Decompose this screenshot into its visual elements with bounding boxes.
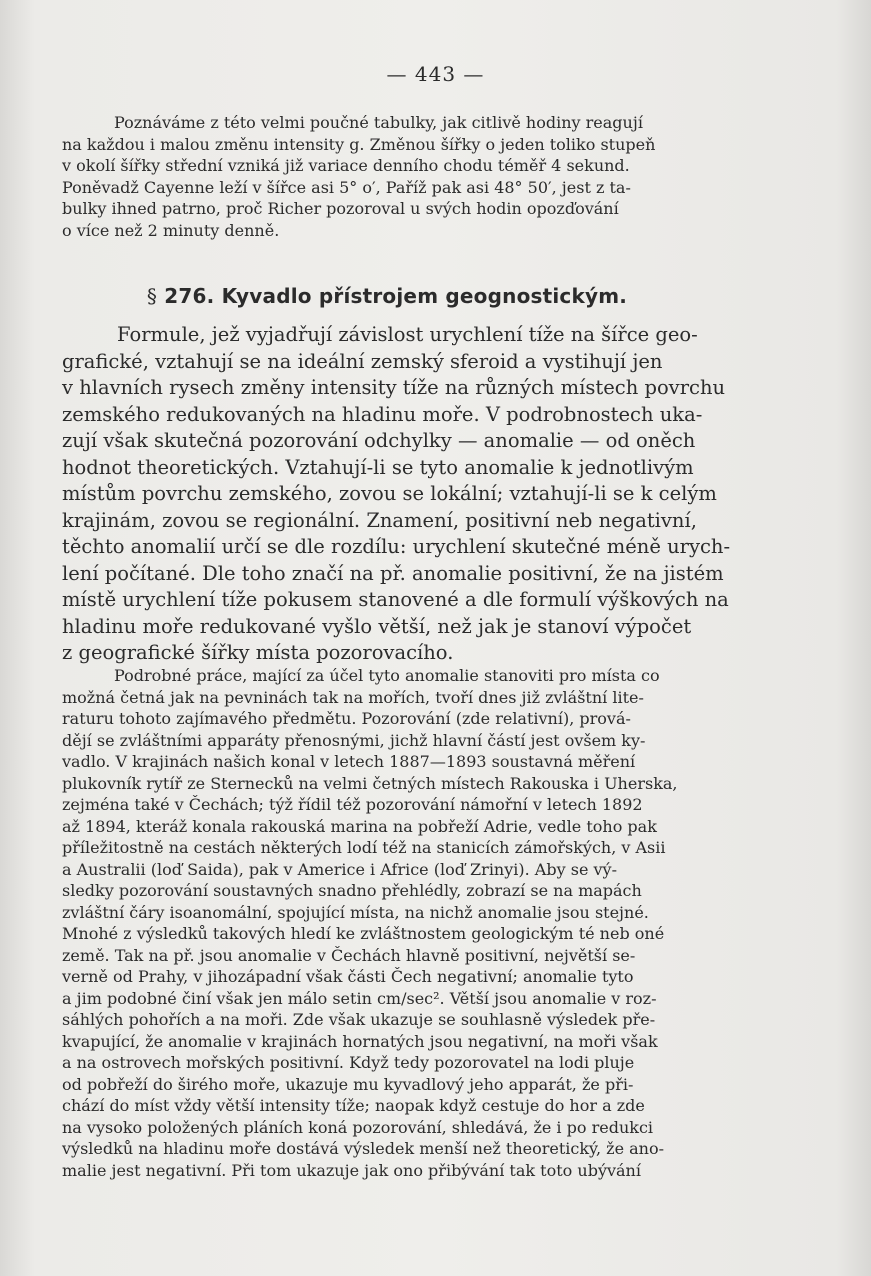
text-line: Mnohé z výsledků takových hledí ke zvláštnostem geologickým té neb oné: [62, 924, 665, 943]
text-line: příležitostně na cestách některých lodí též na stanicích zámořských, v Asii: [62, 838, 666, 857]
text-line: a jim podobné činí však jen málo setin cm/sec². Větší jsou anomalie v roz-: [62, 988, 657, 1008]
intro-paragraph: [62, 112, 712, 241]
text-line: a Australii (loď Saida), pak v Americe i Africe (loď Zrinyi). Aby se vý-: [62, 859, 617, 879]
text-line: vadlo. V krajinách našich konal v letech 1887—1893 soustavná měření: [62, 752, 636, 771]
text-line: Formule, jež vyjadřují závislost urychlení tíže na šířce geo-: [117, 323, 698, 346]
text-line: na každou i malou změnu intensity g. Změnou šířky o jeden toliko stupeň: [62, 134, 656, 154]
text-line: verně od Prahy, v jihozápadní však části Čech negativní; anomalie tyto: [62, 967, 634, 986]
text-line: zemského redukovaných na hladinu moře. V podrobnostech uka-: [62, 402, 703, 426]
text-line: těchto anomalií určí se dle rozdílu: urychlení skutečné méně urych-: [62, 535, 731, 558]
text-line: dějí se zvláštními apparáty přenosnými, jichž hlavní částí jest ovšem ky-: [62, 730, 646, 750]
text-line: plukovník rytíř ze Sternecků na velmi četných místech Rakouska i Uherska,: [62, 773, 678, 793]
text-line: místě urychlení tíže pokusem stanovené a dle formulí výškových na: [62, 588, 729, 611]
text-line: Podrobné práce, mající za účel tyto anomalie stanoviti pro místa co: [114, 666, 660, 685]
text-line: kvapující, že anomalie v krajinách hornatých jsou negativní, na moři však: [62, 1031, 658, 1051]
section-number: 276.: [164, 284, 215, 308]
text-line: hladinu moře redukované vyšlo větší, než jak je stanoví výpočet: [62, 614, 692, 638]
section-title: Kyvadlo přístrojem geognostickým.: [221, 284, 628, 308]
text-line: raturu tohoto zajímavého předmětu. Pozorování (zde relativní), prová-: [62, 709, 631, 728]
text-line: v hlavních rysech změny intensity tíže na různých místech povrchu: [62, 376, 726, 399]
text-line: lení počítané. Dle toho značí na př. anomalie positivní, že na jistém: [62, 561, 724, 585]
text-line: Poněvadž Cayenne leží v šířce asi 5° o′, Paříž pak asi 48° 50′, jest z ta-: [62, 177, 631, 197]
detail-paragraph: [62, 665, 712, 1181]
section-sign: §: [146, 284, 158, 308]
text-line: možná četná jak na pevninách tak na mořích, tvoří dnes již zvláštní lite-: [62, 687, 644, 707]
text-line: malie jest negativní. Při tom ukazuje jak ono přibývání tak toto ubývání: [62, 1160, 641, 1180]
text-line: krajinám, zovou se regionální. Znamení, positivní neb negativní,: [62, 508, 697, 532]
text-line: na vysoko položených pláních koná pozorování, shledává, že i po redukci: [62, 1117, 654, 1137]
text-line: a na ostrovech mořských positivní. Když tedy pozorovatel na lodi pluje: [62, 1053, 635, 1072]
text-line: zují však skutečná pozorování odchylky — anomalie — od oněch: [62, 429, 696, 452]
main-paragraph: [62, 322, 731, 667]
text-line: bulky ihned patrno, proč Richer pozoroval u svých hodin opozďování: [62, 199, 619, 218]
section-heading: [62, 284, 712, 308]
text-line: grafické, vztahují se na ideální zemský sferoid a vystihují jen: [62, 349, 663, 373]
text-line: zejména také v Čechách; týž řídil též pozorování námořní v letech 1892: [62, 795, 643, 814]
page-number: — 443 —: [386, 62, 485, 86]
text-line: z geografické šířky místa pozorovacího.: [62, 641, 454, 664]
text-line: sledky pozorování soustavných snadno přehlédly, zobrazí se na mapách: [62, 881, 642, 900]
text-line: v okolí šířky střední vzniká již variace denního chodu téměř 4 sekund.: [62, 156, 630, 175]
text-line: o více než 2 minuty denně.: [62, 220, 280, 240]
text-line: od pobřeží do širého moře, ukazuje mu kyvadlový jeho apparát, že při-: [62, 1074, 634, 1094]
text-line: chází do míst vždy větší intensity tíže; naopak když cestuje do hor a zde: [62, 1096, 645, 1115]
text-line: místům povrchu zemského, zovou se lokální; vztahují-li se k celým: [62, 482, 717, 505]
text-line: až 1894, kteráž konala rakouská marina na pobřeží Adrie, vedle toho pak: [62, 816, 657, 836]
text-line: sáhlých pohořích a na moři. Zde však ukazuje se souhlasně výsledek pře-: [62, 1010, 656, 1029]
text-line: Poznáváme z této velmi poučné tabulky, jak citlivě hodiny reagují: [114, 113, 643, 132]
text-line: výsledků na hladinu moře dostává výsledek menší než theoretický, že ano-: [62, 1139, 664, 1158]
text-line: země. Tak na př. jsou anomalie v Čechách hlavně positivní, největší se-: [62, 945, 636, 965]
text-line: zvláštní čáry isoanomální, spojující místa, na nichž anomalie jsou stejné.: [62, 902, 649, 922]
text-line: hodnot theoretických. Vztahují-li se tyto anomalie k jednotlivým: [62, 455, 694, 479]
